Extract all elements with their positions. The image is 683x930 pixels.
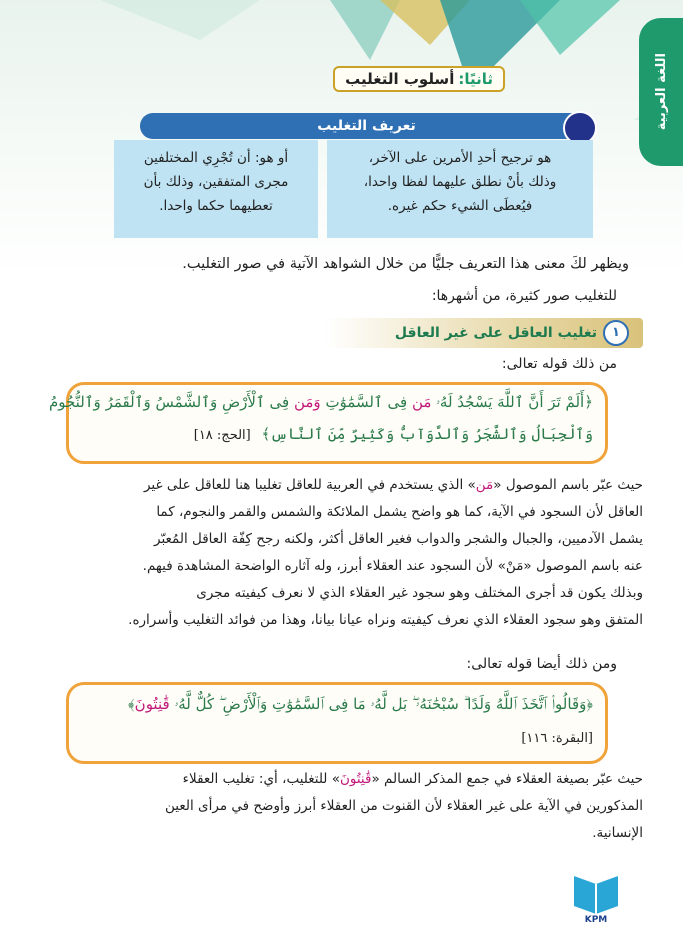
text-segment: حيث عبّر بصيغة العقلاء في جمع المذكر السالم « [371,771,643,787]
page-number: ١٠ [588,870,603,884]
subsection-number: ١ [603,320,629,346]
definition-box-left [114,140,318,238]
example-lead: من ذلك قوله تعالى: [501,356,617,372]
subject-label: اللغة العربية [653,53,669,131]
paragraph-line: وبذلك يكون قد أجرى المختلف وهو سجود غير العقلاء الذي لا نعرف كيفيته مجرى [196,585,643,601]
definition-line: مجرى المتفقين، وذلك بأن [143,174,289,190]
verse-segment: وَٱلْجِبَالُ وَٱلشَّجَرُ وَٱلدَّوَآبُّ وَكَثِيرٌ مِّنَ ٱلنَّاسِ﴾ [261,425,593,443]
definition-line: فيُعطَى الشيء حكم غيره. [387,198,533,214]
definition-line: أو هو: أن تُجْرِي المختلفين [143,150,289,166]
section-lead: ثانيًا: [458,70,493,88]
logo-text: KPM [584,915,608,922]
intro-line: ويظهر لكَ معنى هذا التعريف جليًّا من خلال الشواهد الآتية في صور التغليب. [182,256,629,272]
definition-header [140,113,593,139]
verse-reference: [البقرة: ١١٦] [521,731,593,746]
verse-highlight: قَٰنِتُونَ [134,695,170,713]
verse-segment: فِى ٱلْأَرْضِ وَٱلشَّمْسُ وَٱلْقَمَرُ وَٱلنُّجُومُ [48,393,294,411]
paragraph-line [63,766,643,793]
verse-segment: ﴿أَلَمْ تَرَ أَنَّ ٱللَّهَ يَسْجُدُ لَهُۥ [431,393,593,411]
text-segment: » للتغليب، أي: تغليب العقلاء [182,771,340,787]
verse-highlight: وَمَن [293,393,321,411]
paragraph-line: عنه باسم الموصول «مَنْ» لأن السجود عند العقلاء أبرز، وله آثاره الواضحة المشاهدة فيهم. [142,558,643,574]
paragraph-line: يشمل الآدميين، والجبال والشجر والدواب فغير العاقل أكثر، ولكنه رجح كِفّة العاقل المُعبّر [154,531,643,547]
verse-line [194,425,593,443]
verse-box-1 [48,382,608,464]
definition-line: تعطيهما حكما واحدا. [159,198,273,214]
definition-box-right [327,140,593,238]
intro-line: للتغليب صور كثيرة، من أشهرها: [431,288,617,304]
definition-header-label: تعريف التغليب [317,118,416,134]
paragraph-line: العاقل لأن السجود في الآية، كما هو واضح يشمل الملائكة والشمس والقمر والنجوم، كما [156,504,643,520]
explanation-paragraph-1 [63,472,643,634]
paragraph-line: الإنسانية. [592,825,643,841]
verse-box-2 [66,682,608,764]
example-lead: ومن ذلك أيضا قوله تعالى: [466,656,617,672]
header-decoration [0,0,683,120]
highlight-word: مَن [475,477,494,493]
verse-segment: ﴾ [128,695,135,713]
verse-highlight: مَن [411,393,432,411]
verse-reference: [الحج: ١٨] [193,428,251,443]
definition-line: هو ترجيح أحدِ الأمرين على الآخر، [368,150,552,166]
text-segment: حيث عبّر باسم الموصول « [493,477,643,493]
text-segment: » الذي يستخدم في العربية للعاقل تغليبا هنا للعاقل على غير [143,477,476,493]
paragraph-line [63,472,643,499]
definition-line: وذلك بأنْ نطلق عليهما لفظا واحدا، [363,174,557,190]
verse-segment: فِى ٱلسَّمَٰوَٰتِ [320,393,412,411]
explanation-paragraph-2 [63,766,643,847]
subsection-title: تغليب العاقل على غير العاقل [394,325,597,341]
section-title [333,66,505,92]
paragraph-line: المتفق وهو سجود العقلاء الذي نعرف كيفيته ونراه عيانا بيانا، وهذا من فوائد التغليب وأسراره. [128,612,643,628]
paragraph-line: المذكورين في الآية على غير العقلاء لأن القنوت من العقلاء أبرز وأوضح في مرأى العين [165,798,643,814]
verse-segment: ﴿وَقَالُوا۟ ٱتَّخَذَ ٱللَّهُ وَلَدًا ۗ سُبْحَٰنَهُۥ ۖ بَل لَّهُۥ مَا فِى ٱلسَّمَٰوَٰتِ وَٱلْأَرْضِ ۖ كُلٌّ لَّهُۥ [169,695,593,713]
subsection-heading [325,318,643,348]
subject-side-tab [639,18,683,166]
verse-line [49,393,593,411]
highlight-word: قَٰنِتُونَ [339,771,372,787]
section-title-text: أسلوب التغليب [345,70,455,88]
verse-line [128,695,593,713]
